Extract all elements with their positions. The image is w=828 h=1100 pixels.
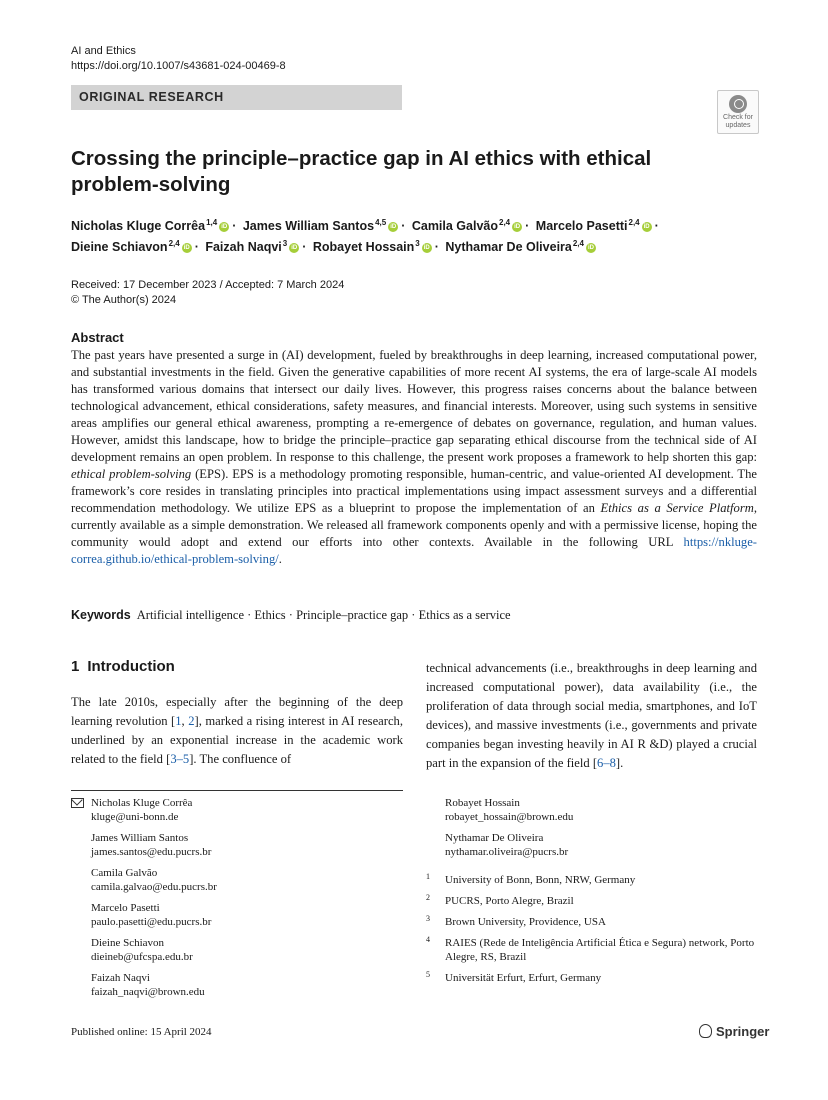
contact-entry: Faizah Naqvi faizah_naqvi@brown.edu <box>91 972 205 998</box>
journal-name: AI and Ethics <box>71 45 136 57</box>
received-accepted: Received: 17 December 2023 / Accepted: 7 March 2024 <box>71 279 345 291</box>
orcid-icon[interactable]: iD <box>643 223 650 230</box>
article-dates <box>71 278 344 308</box>
author[interactable]: James William Santos$^{4,5}$ <box>242 217 387 233</box>
author-list: Nicholas Kluge Corrêa$^{1,4}$ iD · James William Santos$^{4,5}$ iD · Camila Galvão$^{2,4}$ iD · Marcelo Pasetti$^{2,4}$ iD · Dieine Schiavon$^{2,4}$ iD · Faizah Naqvi$^3$ iD · Robayet Hossain$^3$ iD · Nythamar De Oliveira$^{2,4}$ iD <box>71 217 659 254</box>
contact-email[interactable]: dieineb@ufcspa.edu.br <box>91 950 193 963</box>
section-label: ORIGINAL RESEARCH <box>79 90 224 104</box>
contact-entry: Nythamar De Oliveira nythamar.oliveira@pucrs.br <box>445 832 569 858</box>
springer-horse-icon <box>699 1024 712 1038</box>
orcid-icon[interactable]: iD <box>423 244 430 251</box>
abstract-heading: Abstract <box>71 330 124 345</box>
affiliation-text: Universität Erfurt, Erfurt, Germany <box>445 972 602 984</box>
affiliation-text: PUCRS, Porto Alegre, Brazil <box>445 895 574 907</box>
affiliation-number: 2 <box>426 893 430 902</box>
affiliation-text: Brown University, Providence, USA <box>445 916 606 928</box>
orcid-icon[interactable]: iD <box>291 244 298 251</box>
contact-entry: Nicholas Kluge Corrêa kluge@uni-bonn.de <box>91 797 193 823</box>
orcid-icon[interactable]: iD <box>221 223 228 230</box>
citation-link[interactable]: 1 <box>175 714 182 728</box>
orcid-icon[interactable]: iD <box>587 244 594 251</box>
footnote-rule <box>71 790 403 791</box>
keywords <box>71 608 771 623</box>
affiliation-number: 1 <box>426 872 430 881</box>
affiliation-text: University of Bonn, Bonn, NRW, Germany <box>445 874 636 886</box>
contact-entry: Robayet Hossain robayet_hossain@brown.edu <box>445 797 574 823</box>
intro-paragraph-left: The late 2010s, especially after the beginning of the deep learning revolution [1, 2], marked a rising interest in AI research, underlined by an exponential increase in the academic work related to the field [3–5]. The confluence of <box>71 695 403 766</box>
affiliation-number: 4 <box>426 935 430 944</box>
author[interactable]: Robayet Hossain$^3$ <box>312 238 420 254</box>
citation-link[interactable]: 3–5 <box>170 752 190 766</box>
journal-doi[interactable]: https://doi.org/10.1007/s43681-024-00469-8 <box>71 60 286 72</box>
keywords-label: Keywords <box>71 608 131 622</box>
orcid-icon[interactable]: iD <box>390 223 397 230</box>
envelope-icon <box>71 798 84 808</box>
contact-email[interactable]: faizah_naqvi@brown.edu <box>91 985 205 998</box>
author[interactable]: Dieine Schiavon$^{2,4}$ <box>71 238 180 254</box>
check-updates-icon <box>729 95 747 113</box>
author[interactable]: Nicholas Kluge Corrêa$^{1,4}$ <box>71 217 218 233</box>
contact-entry: Marcelo Pasetti paulo.pasetti@edu.pucrs.br <box>91 902 212 928</box>
check-for-updates-badge[interactable] <box>717 90 759 134</box>
author[interactable]: Camila Galvão$^{2,4}$ <box>411 217 511 233</box>
contact-entry: Dieine Schiavon dieineb@ufcspa.edu.br <box>91 937 193 963</box>
journal-header <box>71 44 286 74</box>
check-updates-line2: updates <box>725 121 751 129</box>
affiliation-text: RAIES (Rede de Inteligência Artificial Ética e Segura) network, Porto Alegre, RS, Brazil <box>445 937 755 963</box>
contact-email[interactable]: nythamar.oliveira@pucrs.br <box>445 845 569 858</box>
intro-paragraph-right: technical advancements (i.e., breakthroughs in deep learning and increased computational power), data availability (i.e., the proliferation of data through social media, smartphones, and IoT devices), and massive investments (i.e., governments and private companies began investing heavily in AI R &D) played a crucial part in the expansion of the field [6–8]. <box>426 661 757 770</box>
contact-email[interactable]: camila.galvao@edu.pucrs.br <box>91 880 217 893</box>
contact-email[interactable]: kluge@uni-bonn.de <box>91 810 179 823</box>
publisher-logo: Springer <box>699 1024 769 1039</box>
check-updates-line1: Check for <box>723 114 753 121</box>
keywords-list: Artificial intelligence · Ethics · Principle–practice gap · Ethics as a service <box>136 608 511 622</box>
copyright: © The Author(s) 2024 <box>71 294 177 306</box>
orcid-icon[interactable]: iD <box>183 244 190 251</box>
orcid-icon[interactable]: iD <box>514 223 521 230</box>
contact-email[interactable]: paulo.pasetti@edu.pucrs.br <box>91 915 212 928</box>
citation-link[interactable]: 2 <box>188 714 195 728</box>
abstract-body: The past years have presented a surge in (AI) development, fueled by breakthroughs in deep learning, increased computational power, and substantial investments in the field. Given the generative capabilities of more recent AI systems, the era of large-scale AI models has transformed various domains that intersect our daily lives. However, this progress raises concerns about the balance between technological advancement, ethical considerations, safety measures, and financial interests. Moreover, using such systems in sensitive areas amplifies our general ethical awareness, prompting a re-emergence of debates on governance, regulation, and human values. However, amidst this landscape, how to bridge the principle–practice gap separating ethical discourse from the technical side of AI development remains an open problem. In response to this challenge, the present work proposes a framework to help shorten this gap: ethical problem-solving (EPS). EPS is a methodology promoting responsible, human-centric, and value-oriented AI development. The framework’s core resides in translating principles into practical implementations using impact assessment surveys and a differential recommendation methodology. We utilize EPS as a blueprint to propose the implementation of an Ethics as a Service Platform, currently available as a simple demonstration. We released all framework components openly and with a permissive license, hoping the community would adopt and extend our efforts into other contexts. Available in the following URL https://nkluge-correa.github.io/ethical-problem-solving/. <box>71 348 757 566</box>
abstract-url-link[interactable]: https://nkluge-correa.github.io/ethical-problem-solving/ <box>71 535 757 566</box>
citation-link[interactable]: 6–8 <box>597 756 616 770</box>
author[interactable]: Nythamar De Oliveira$^{2,4}$ <box>445 238 584 254</box>
affiliation-number: 3 <box>426 914 430 923</box>
author[interactable]: Marcelo Pasetti$^{2,4}$ <box>535 217 640 233</box>
contact-email[interactable]: james.santos@edu.pucrs.br <box>91 845 212 858</box>
contact-entry: Camila Galvão camila.galvao@edu.pucrs.br <box>91 867 217 893</box>
affiliation-number: 5 <box>426 970 430 979</box>
section-heading-introduction: 1 Introduction <box>71 658 175 675</box>
author[interactable]: Faizah Naqvi$^3$ <box>205 238 288 254</box>
contact-entry: James William Santos james.santos@edu.pucrs.br <box>91 832 212 858</box>
paper-title: Crossing the principle–practice gap in AI ethics with ethical problem-solving <box>71 147 652 196</box>
published-online: Published online: 15 April 2024 <box>71 1026 212 1038</box>
contact-email[interactable]: robayet_hossain@brown.edu <box>445 810 574 823</box>
